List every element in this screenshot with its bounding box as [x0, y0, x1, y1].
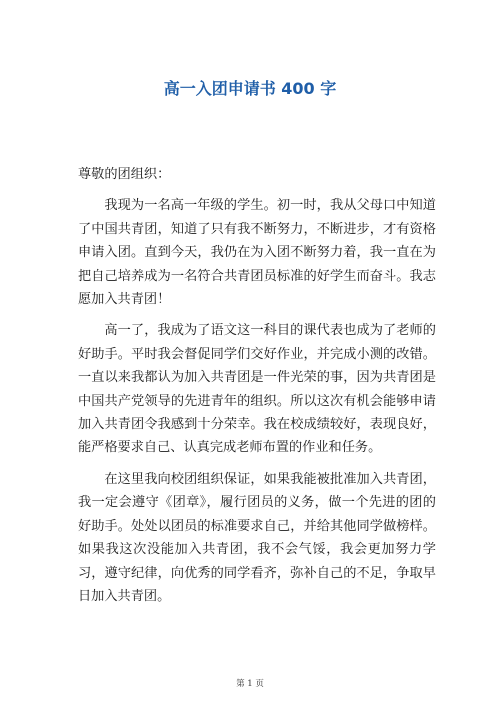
paragraph-1: 我现为一名高一年级的学生。初一时，我从父母口中知道了中国共青团，知道了只有我不断努力，不断进步，才有资格申请入团。直到今天，我仍在为入团不断努力着，我一直在为把自己培养成为一名符合共青团员标准的好学生而奋斗。我志愿加入共青团！	[78, 198, 436, 308]
salutation: 尊敬的团组织：	[78, 167, 171, 182]
paragraph-2: 高一了，我成为了语文这一科目的课代表也成为了老师的好助手。平时我会督促同学们交好作业，并完成小测的改错。一直以来我都认为加入共青团是一件光荣的事，因为共青团是中国共产党领导的先进青年的组织。所以这次有机会能够申请加入共青团令我感到十分荣幸。我在校成绩较好，表现良好，能严格要求自己、认真完成老师布置的作业和任务。	[78, 323, 436, 456]
document-title: 高一入团申请书 400 字	[163, 79, 337, 98]
document-body	[78, 163, 436, 616]
page-number: 第 1 页	[236, 679, 264, 689]
paragraph-3: 在这里我向校团组织保证，如果我能被批准加入共青团，我一定会遵守《团章》，履行团员的义务，做一个先进的团的好助手。处处以团员的标准要求自己，并给其他同学做榜样。如果我这次没能加入共青团，我不会气馁，我会更加努力学习，遵守纪律，向优秀的同学看齐，弥补自己的不足，争取早日加入共青团。	[78, 471, 436, 604]
